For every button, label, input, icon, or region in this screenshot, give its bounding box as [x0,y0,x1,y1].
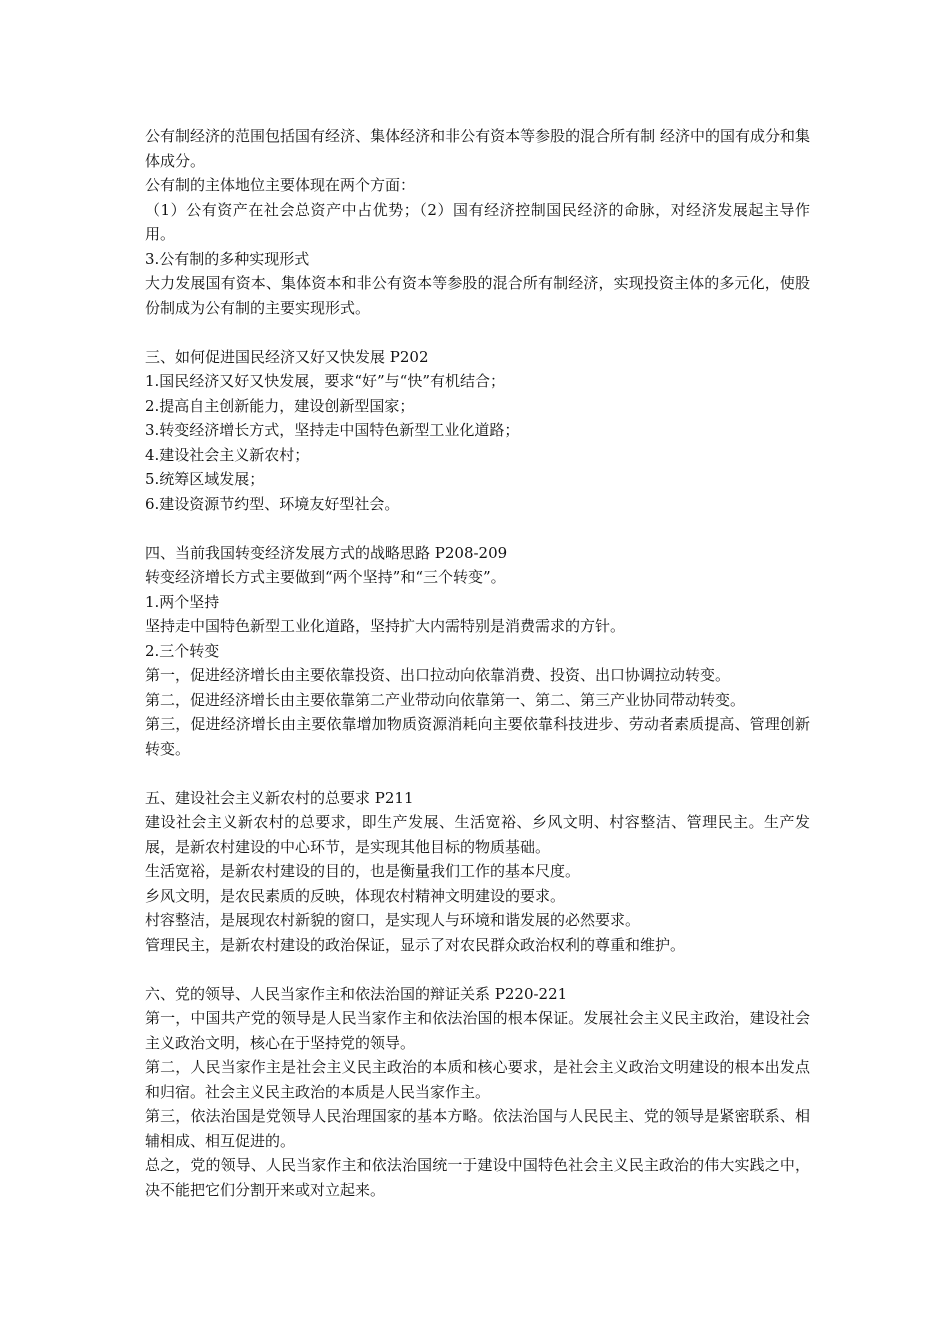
blank-line [145,320,810,345]
subheading: 3.公有制的多种实现形式 [145,249,310,268]
section-heading: 三、如何促进国民经济又好又快发展 P202 [145,347,429,366]
paragraph: 坚持走中国特色新型工业化道路，坚持扩大内需特别是消费需求的方针。 [145,617,626,635]
section-heading: 四、当前我国转变经济发展方式的战略思路 P208-209 [145,543,508,562]
paragraph: 第一，中国共产党的领导是人民当家作主和依法治国的根本保证。发展社会主义民主政治，建设社会主义政治文明，核心在于坚持党的领导。 [145,1009,810,1052]
list-item: 2.提高自主创新能力，建设创新型国家； [145,396,415,415]
paragraph: 建设社会主义新农村的总要求，即生产发展、生活宽裕、乡风文明、村容整洁、管理民主。生产发展，是新农村建设的中心环节，是实现其他目标的物质基础。 [145,813,810,856]
list-item: 6.建设资源节约型、环境友好型社会。 [145,494,400,513]
list-item: 3.转变经济增长方式，坚持走中国特色新型工业化道路； [145,421,520,439]
paragraph: 第一，促进经济增长由主要依靠投资、出口拉动向依靠消费、投资、出口协调拉动转变。 [145,666,731,684]
paragraph: 村容整洁，是展现农村新貌的窗口，是实现人与环境和谐发展的必然要求。 [145,911,641,929]
paragraph: 第二，人民当家作主是社会主义民主政治的本质和核心要求，是社会主义政治文明建设的根本出发点和归宿。社会主义民主政治的本质是人民当家作主。 [145,1058,810,1101]
list-item: 1.国民经济又好又快发展，要求“好”与“快”有机结合； [145,372,505,390]
paragraph: 第三，促进经济增长由主要依靠增加物质资源消耗向主要依靠科技进步、劳动者素质提高、管理创新转变。 [145,715,810,758]
section-heading: 六、党的领导、人民当家作主和依法治国的辩证关系 P220-221 [145,984,568,1003]
paragraph: 管理民主，是新农村建设的政治保证，显示了对农民群众政治权利的尊重和维护。 [145,935,686,954]
paragraph: 第二，促进经济增长由主要依靠第二产业带动向依靠第一、第二、第三产业协同带动转变。 [145,690,746,709]
section-heading: 五、建设社会主义新农村的总要求 P211 [145,788,414,807]
document-body [145,124,810,1202]
blank-line [145,957,810,982]
list-item: 5.统筹区域发展； [145,470,265,488]
paragraph: 第三，依法治国是党领导人民治理国家的基本方略。依法治国与人民民主、党的领导是紧密联系、相辅相成、相互促进的。 [145,1107,810,1150]
paragraph: 乡风文明，是农民素质的反映，体现农村精神文明建设的要求。 [145,886,566,905]
paragraph: 公有制经济的范围包括国有经济、集体经济和非公有资本等参股的混合所有制 经济中的国有成分和集体成分。 [145,127,810,170]
paragraph: 公有制的主体地位主要体现在两个方面： [145,176,416,194]
paragraph: 生活宽裕，是新农村建设的目的，也是衡量我们工作的基本尺度。 [145,862,581,880]
subheading: 2.三个转变 [145,641,220,660]
paragraph: 转变经济增长方式主要做到“两个坚持”和“三个转变”。 [145,568,506,586]
blank-line [145,761,810,786]
subheading: 1.两个坚持 [145,592,220,611]
paragraph: 大力发展国有资本、集体资本和非公有资本等参股的混合所有制经济，实现投资主体的多元化，使股份制成为公有制的主要实现形式。 [145,274,810,317]
paragraph: （1）公有资产在社会总资产中占优势；（2）国有经济控制国民经济的命脉，对经济发展起主导作用。 [145,200,810,243]
blank-line [145,516,810,541]
paragraph: 总之，党的领导、人民当家作主和依法治国统一于建设中国特色社会主义民主政治的伟大实践之中，决不能把它们分割开来或对立起来。 [145,1156,810,1199]
list-item: 4.建设社会主义新农村； [145,445,310,464]
